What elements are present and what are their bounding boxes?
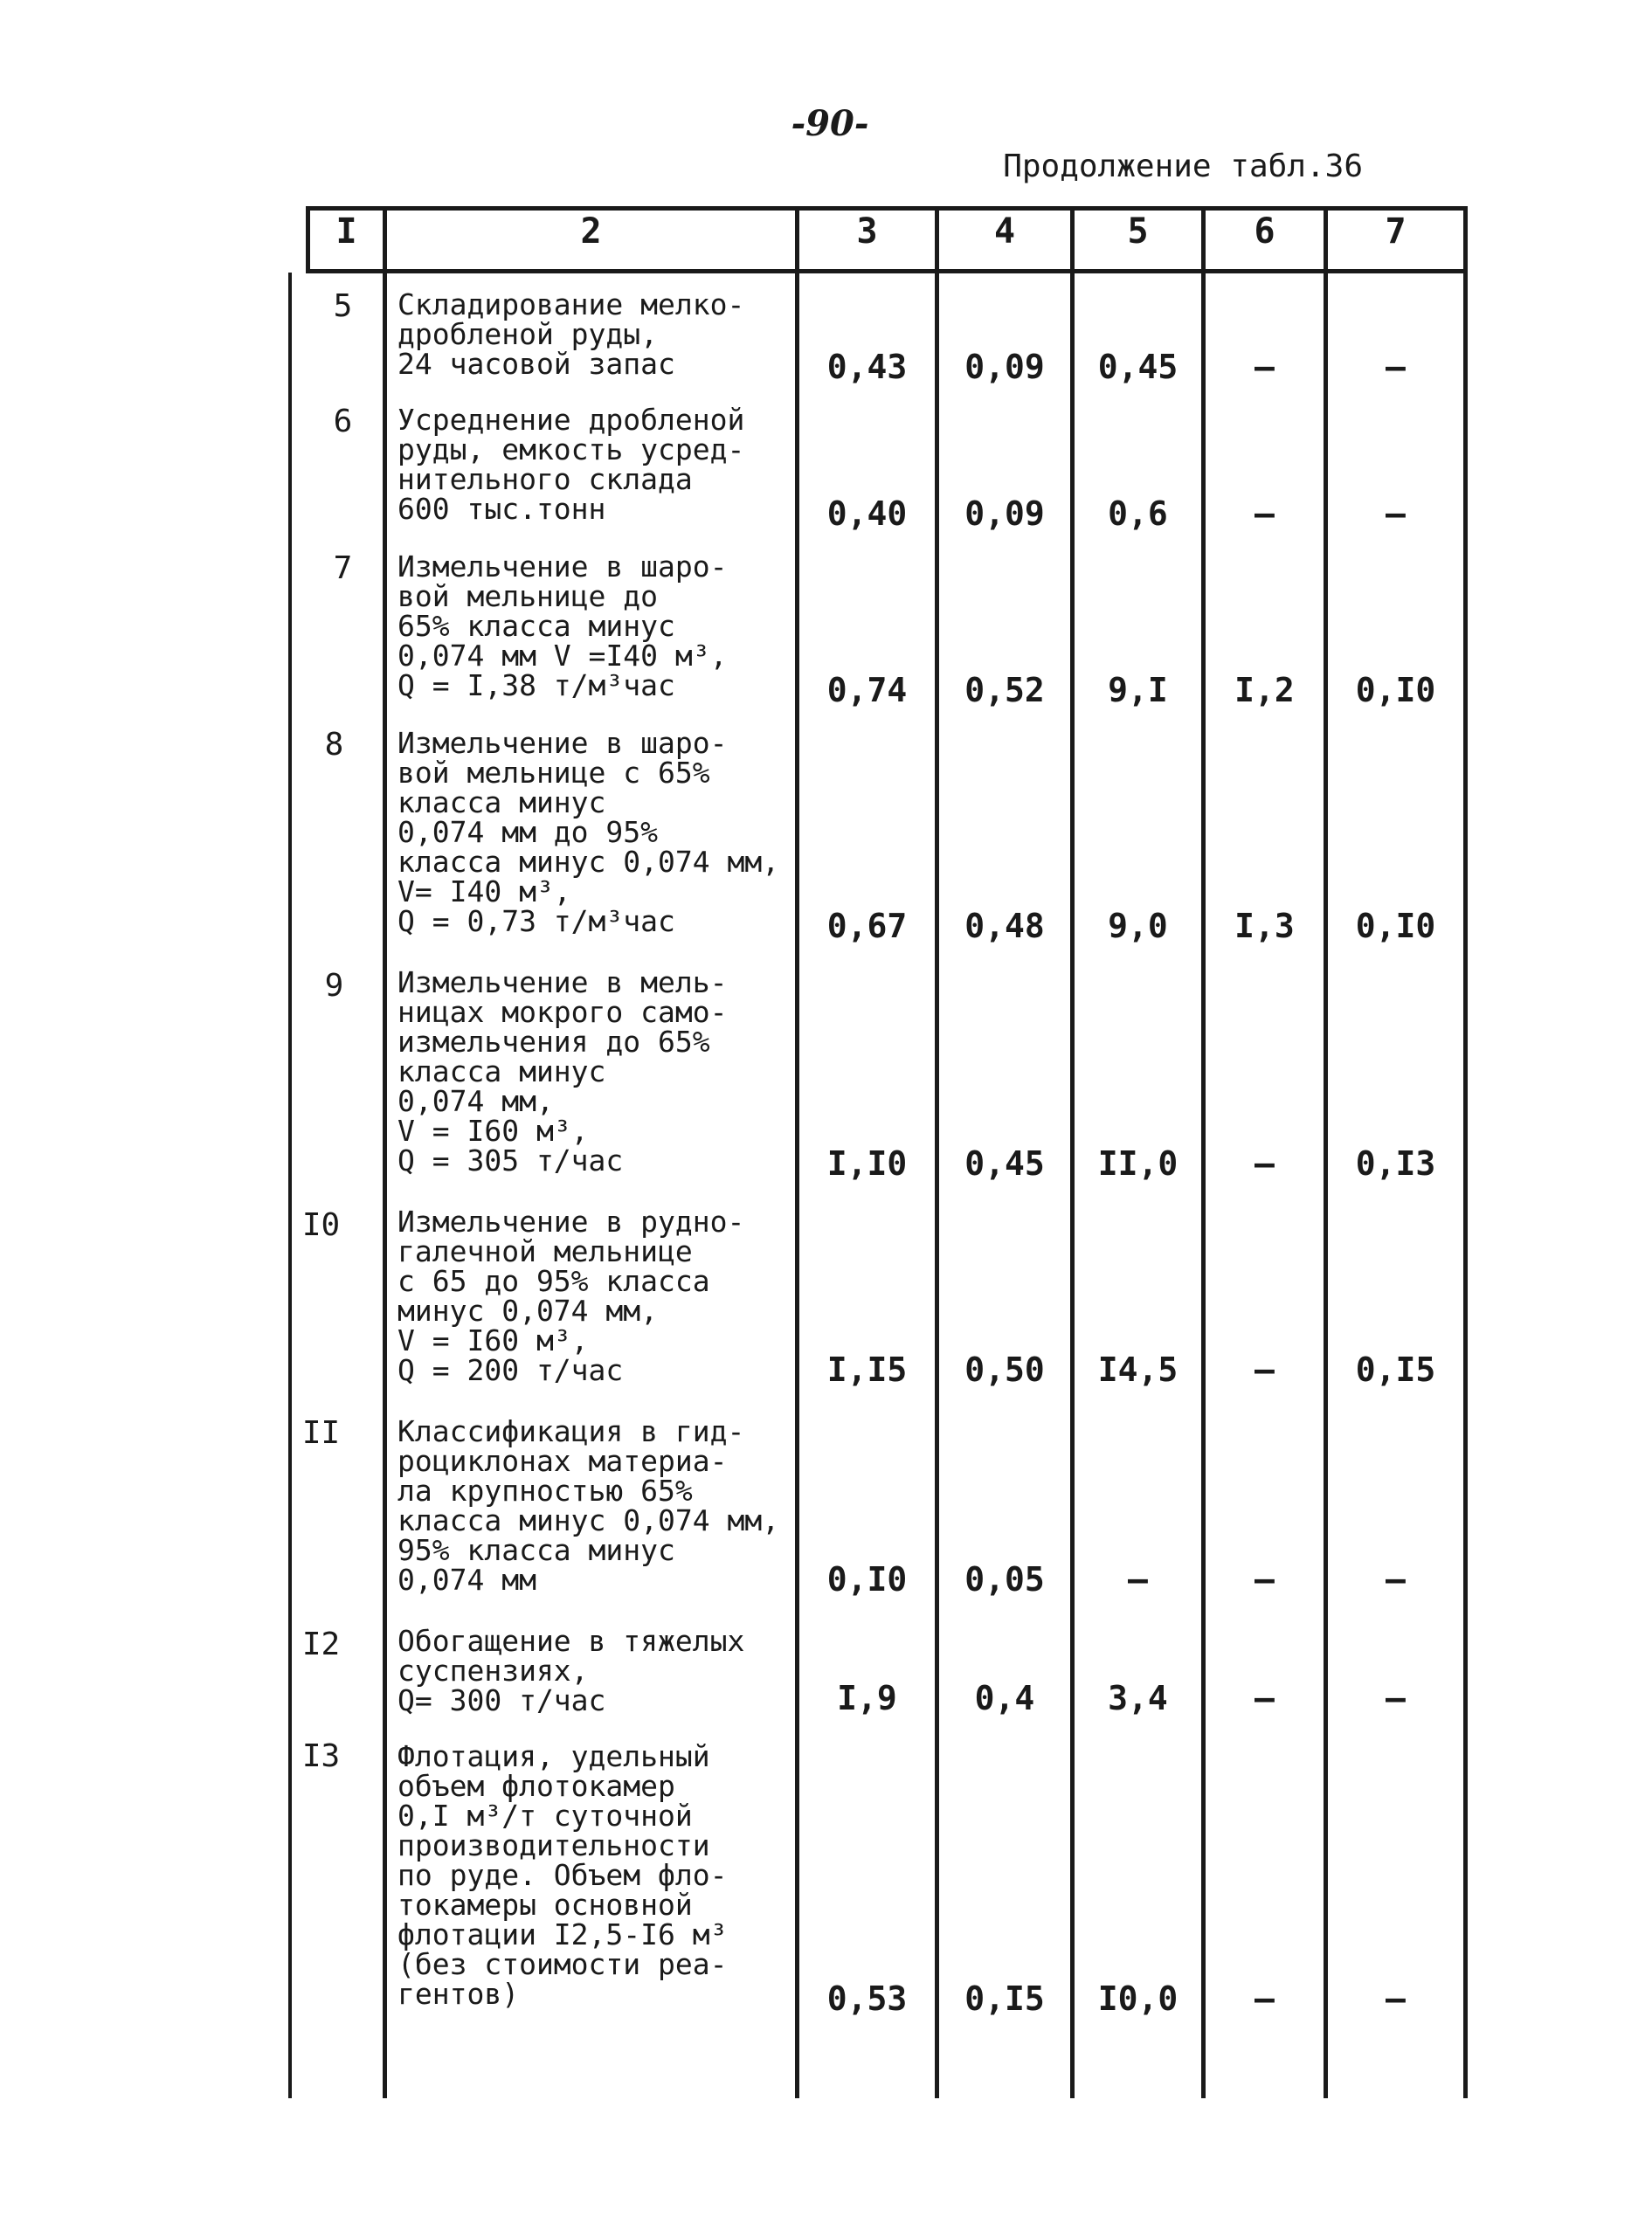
cell-col4: 0,50 xyxy=(964,1350,1045,1389)
cell-col5: 0,45 xyxy=(1097,348,1179,386)
row-number: I0 xyxy=(301,1207,341,1243)
column-divider xyxy=(1463,206,1468,2098)
table-continuation-caption: Продолжение табл.36 xyxy=(1003,149,1363,184)
row-number: II xyxy=(301,1415,341,1451)
row-number: 5 xyxy=(333,288,353,324)
row-description: Складирование мелко- дробленой руды, 24 часовой запас xyxy=(397,287,745,381)
header-top-rule xyxy=(306,206,1468,211)
column-header: 4 xyxy=(993,211,1016,252)
column-divider xyxy=(288,273,292,2098)
row-number: I2 xyxy=(301,1627,341,1662)
cell-col4: 0,45 xyxy=(964,1144,1045,1183)
row-number: 9 xyxy=(324,968,344,1004)
cell-col6: – xyxy=(1255,1144,1275,1183)
cell-col6: I,3 xyxy=(1234,907,1295,945)
cell-col5: 9,0 xyxy=(1108,907,1168,945)
cell-col7: – xyxy=(1386,1979,1406,2018)
cell-col6: – xyxy=(1255,494,1275,533)
column-header: 7 xyxy=(1385,211,1407,252)
cell-col7: 0,I0 xyxy=(1355,907,1436,945)
cell-col5: 0,6 xyxy=(1108,494,1168,533)
cell-col3: 0,43 xyxy=(826,348,908,386)
cell-col6: I,2 xyxy=(1234,671,1295,709)
cell-col3: 0,53 xyxy=(826,1979,908,2018)
header-bottom-rule xyxy=(306,269,1468,273)
cell-col3: I,9 xyxy=(837,1679,897,1717)
row-description: Усреднение дробленой руды, емкость усред- нительного склада 600 тыс.тонн xyxy=(397,403,745,526)
cell-col7: – xyxy=(1386,348,1406,386)
cell-col7: 0,I3 xyxy=(1355,1144,1436,1183)
column-header: 2 xyxy=(580,211,602,252)
cell-col4: 0,05 xyxy=(964,1560,1045,1599)
cell-col3: I,I0 xyxy=(826,1144,908,1183)
cell-col7: – xyxy=(1386,494,1406,533)
column-header: 3 xyxy=(856,211,878,252)
row-description: Измельчение в рудно- галечной мельнице с 65 до 95% класса минус 0,074 мм, V = I60 м³, Q = 200 т/час xyxy=(397,1205,745,1387)
cell-col4: 0,09 xyxy=(964,494,1045,533)
cell-col4: 0,48 xyxy=(964,907,1045,945)
cell-col4: 0,4 xyxy=(974,1679,1035,1717)
cell-col5: II,0 xyxy=(1097,1144,1179,1183)
cell-col4: 0,52 xyxy=(964,671,1045,709)
row-description: Флотация, удельный объем флотокамер 0,I м³/т суточной производительности по руде. Объем фло- токамеры основной флотации I2,5-I6 м³ (без стоимости реа- гентов) xyxy=(397,1739,728,2011)
cell-col5: – xyxy=(1128,1560,1148,1599)
cell-col4: 0,I5 xyxy=(964,1979,1045,2018)
cell-col3: 0,I0 xyxy=(826,1560,908,1599)
cell-col6: – xyxy=(1255,348,1275,386)
column-divider xyxy=(383,206,387,2098)
cell-col3: 0,40 xyxy=(826,494,908,533)
cell-col3: 0,67 xyxy=(826,907,908,945)
row-number: 8 xyxy=(324,727,344,763)
cell-col5: 9,I xyxy=(1108,671,1168,709)
cell-col7: 0,I0 xyxy=(1355,671,1436,709)
cell-col6: – xyxy=(1255,1350,1275,1389)
cell-col6: – xyxy=(1255,1979,1275,2018)
cell-col4: 0,09 xyxy=(964,348,1045,386)
row-description: Измельчение в мель- ницах мокрого само- измельчения до 65% класса минус 0,074 мм, V = I60 м³, Q = 305 т/час xyxy=(397,965,728,1178)
cell-col7: – xyxy=(1386,1560,1406,1599)
row-description: Измельчение в шаро- вой мельнице до 65% класса минус 0,074 мм V =I40 м³, Q = I,38 т/м³час xyxy=(397,549,728,702)
cell-col7: 0,I5 xyxy=(1355,1350,1436,1389)
row-number: I3 xyxy=(301,1738,341,1774)
row-description: Обогащение в тяжелых суспензиях, Q= 300 т/час xyxy=(397,1624,745,1717)
column-header: I xyxy=(335,211,357,252)
row-number: 7 xyxy=(333,550,353,586)
cell-col5: I4,5 xyxy=(1097,1350,1179,1389)
cell-col6: – xyxy=(1255,1560,1275,1599)
cell-col5: 3,4 xyxy=(1108,1679,1168,1717)
column-header: 5 xyxy=(1127,211,1149,252)
row-description: Измельчение в шаро- вой мельнице с 65% класса минус 0,074 мм до 95% класса минус 0,074 мм, V= I40 м³, Q = 0,73 т/м³час xyxy=(397,726,780,938)
row-description: Классификация в гид- роциклонах материа- ла крупностью 65% класса минус 0,074 мм, 95% класса минус 0,074 мм xyxy=(397,1414,780,1597)
column-header: 6 xyxy=(1254,211,1275,252)
cell-col3: I,I5 xyxy=(826,1350,908,1389)
cell-col7: – xyxy=(1386,1679,1406,1717)
cell-col5: I0,0 xyxy=(1097,1979,1179,2018)
page-number: -90- xyxy=(791,103,869,144)
cell-col6: – xyxy=(1255,1679,1275,1717)
row-number: 6 xyxy=(333,404,353,439)
cell-col3: 0,74 xyxy=(826,671,908,709)
